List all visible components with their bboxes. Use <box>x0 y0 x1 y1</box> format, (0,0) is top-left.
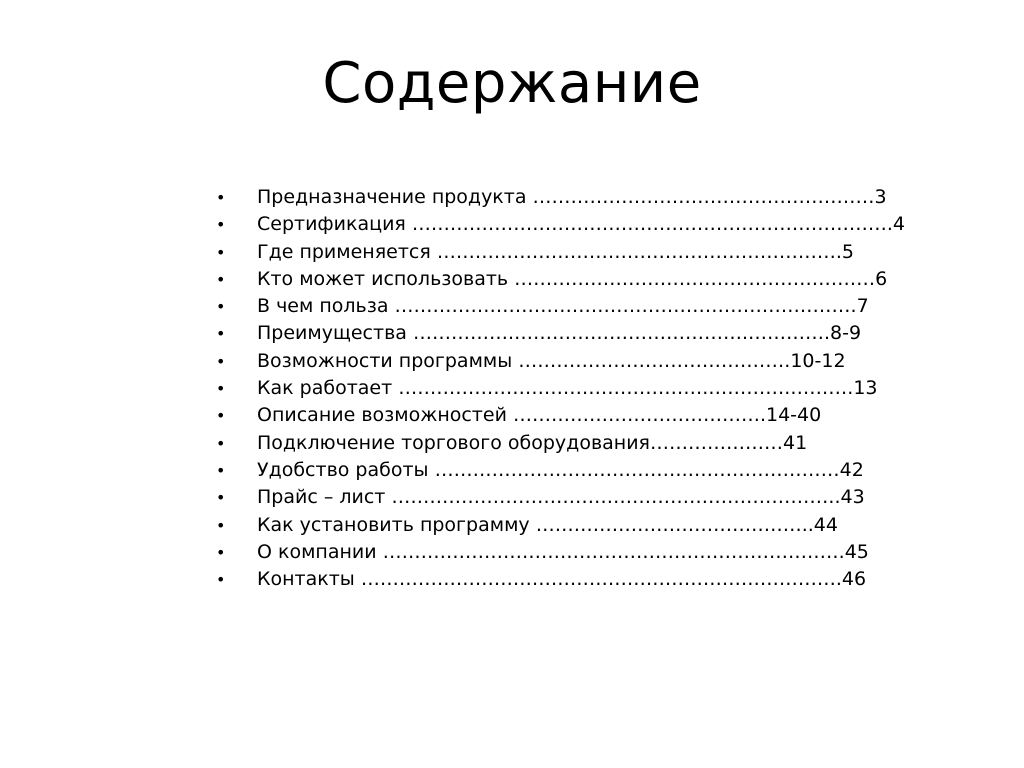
toc-entry: Кто может использовать …………………………………………………6 <box>257 267 888 290</box>
bullet-icon: • <box>216 324 226 344</box>
list-item <box>216 566 867 593</box>
list-item <box>216 512 856 539</box>
table-of-contents <box>216 184 906 593</box>
bullet-icon: • <box>216 488 226 508</box>
list-item <box>216 293 869 320</box>
bullet-icon: • <box>216 570 226 590</box>
list-item <box>216 375 878 402</box>
toc-entry: Описание возможностей ………………………………….14-40 <box>257 404 822 427</box>
bullet-icon: • <box>216 242 226 262</box>
bullet-icon: • <box>216 542 226 562</box>
list-item <box>216 239 856 266</box>
list-item <box>216 266 888 293</box>
list-item <box>216 348 856 375</box>
bullet-icon: • <box>216 460 226 480</box>
bullet-icon: • <box>216 379 226 399</box>
toc-entry: В чем польза ……………………………………………………………….7 <box>257 295 869 318</box>
toc-entry: Сертификация ………………………………………………………………….4 <box>257 213 906 236</box>
list-item <box>216 539 869 566</box>
page-title: Содержание <box>322 51 702 116</box>
list-item <box>216 320 862 347</box>
toc-entry: О компании ……………………………………………………………….45 <box>257 540 869 563</box>
toc-entry: Как установить программу ……………………………………..44 <box>257 513 838 536</box>
toc-entry: Предназначение продукта ………………………………………………3 <box>257 186 887 208</box>
list-item <box>216 211 906 238</box>
toc-entry: Преимущества …………….……………………………….………….8-9 <box>257 322 862 345</box>
toc-entry: Подключение торгового оборудования…………………41 <box>257 431 808 454</box>
toc-entry: Как работает ………………………………………….………….……….13 <box>257 377 878 400</box>
bullet-icon: • <box>216 351 226 371</box>
bullet-icon: • <box>216 515 226 535</box>
bullet-icon: • <box>216 433 226 453</box>
list-item <box>216 430 856 457</box>
toc-entry: Возможности программы …………………………………….10-12 <box>257 349 846 372</box>
toc-entry: Контакты ………………………………………………………………….46 <box>257 568 867 591</box>
toc-entry: Прайс – лист ……………………………………………………………..43 <box>257 486 865 509</box>
list-item <box>216 184 887 211</box>
bullet-icon: • <box>216 215 226 235</box>
toc-entry: Где применяется ……………………………………………………….5 <box>257 240 854 263</box>
toc-entry: Удобство работы ………………………………….……………………42 <box>257 458 864 481</box>
list-item <box>216 457 864 484</box>
bullet-icon: • <box>216 297 226 317</box>
list-item <box>216 484 865 511</box>
bullet-icon: • <box>216 269 226 289</box>
bullet-icon: • <box>216 406 226 426</box>
bullet-icon: • <box>216 188 226 207</box>
list-item <box>216 402 856 429</box>
